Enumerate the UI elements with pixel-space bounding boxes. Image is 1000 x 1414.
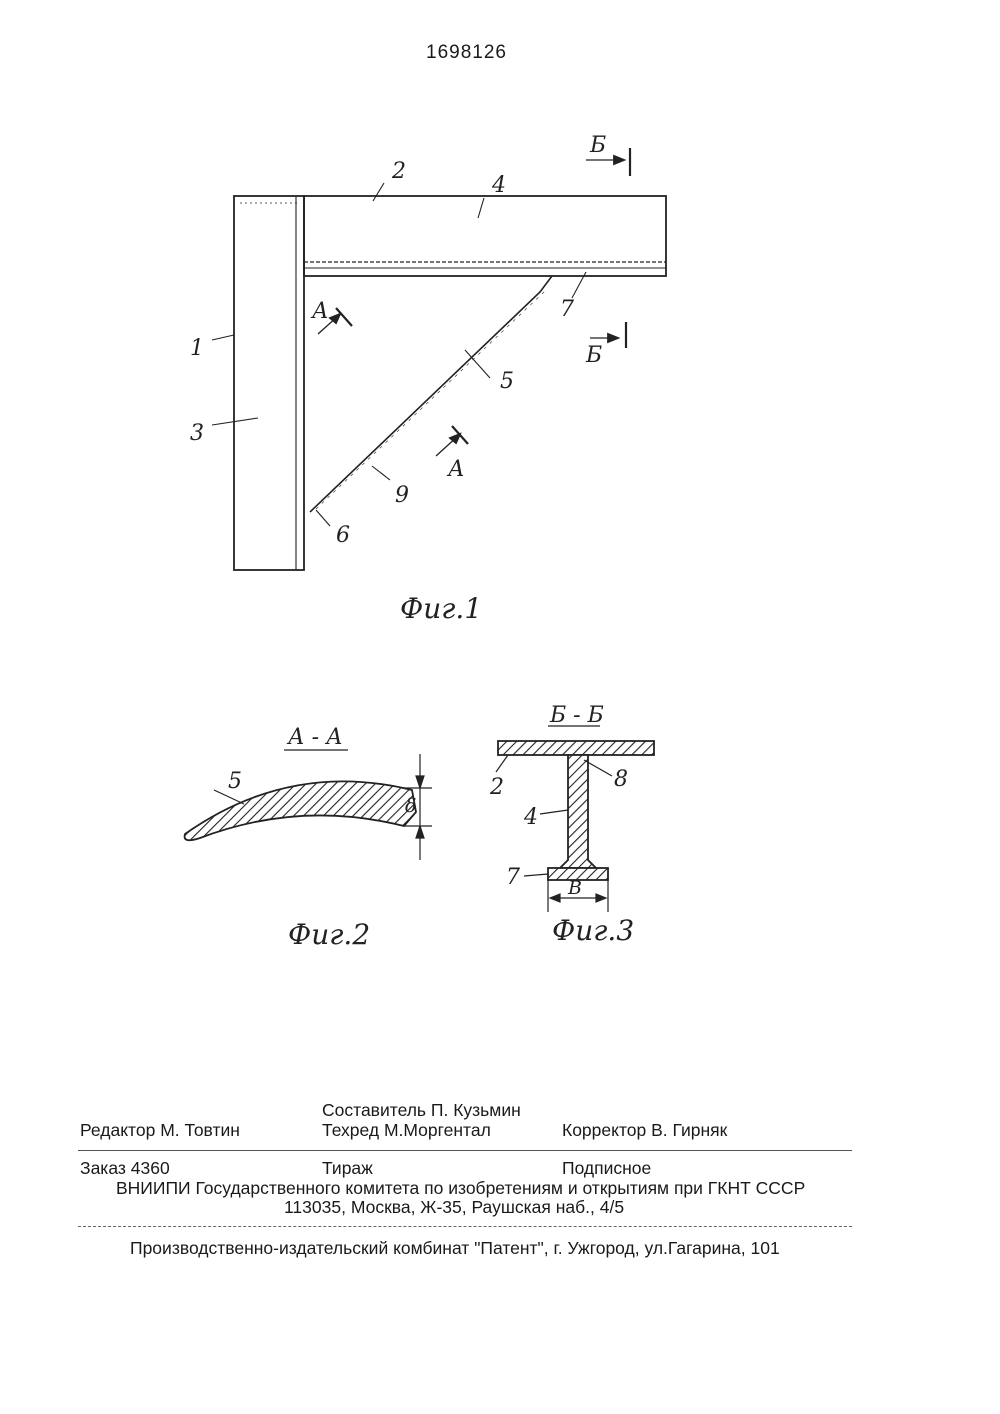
fig3-callout-4: 4: [524, 805, 538, 830]
web: [560, 755, 596, 868]
imprint-divider-top: [78, 1150, 852, 1151]
imprint-compiler: Составитель П. Кузьмин: [322, 1100, 521, 1120]
section-mark-a-upper: А: [312, 299, 329, 324]
callout-3: 3: [190, 421, 204, 446]
imprint-corrector: Корректор В. Гирняк: [562, 1120, 728, 1140]
fig2-callout-5: 5: [228, 769, 242, 794]
diagonal-brace: [310, 276, 552, 512]
figure-1-labels: [190, 133, 606, 625]
imprint-subscription: Подписное: [562, 1158, 652, 1178]
imprint-printer: Производственно-издательский комбинат "Патент", г. Ужгород, ул.Гагарина, 101: [130, 1238, 780, 1258]
fig3-callout-8: 8: [614, 767, 628, 792]
fig3-callout-2: 2: [490, 775, 504, 800]
section-mark-b-lower: Б: [586, 343, 603, 368]
top-flange: [498, 741, 654, 755]
imprint-techred: Техред М.Моргентал: [322, 1120, 491, 1140]
callout-6: 6: [336, 523, 350, 548]
imprint-editor: Редактор М. Товтин: [80, 1120, 240, 1140]
figure-1-caption: Фиг.1: [400, 592, 483, 625]
fig3-dimension: В: [568, 877, 582, 899]
fig2-dimension: δ: [405, 795, 417, 817]
figure-3: [489, 703, 654, 947]
figure-2-caption: Фиг.2: [288, 918, 371, 951]
imprint-order: Заказ 4360: [80, 1158, 170, 1178]
fig3-callout-7: 7: [506, 865, 520, 890]
callout-2: 2: [392, 159, 406, 184]
figure-3-caption: Фиг.3: [552, 914, 635, 947]
imprint-divider-bottom: [78, 1226, 852, 1227]
patent-number: 1698126: [426, 42, 507, 63]
section-mark-b-upper: Б: [590, 133, 607, 158]
fig3-section-title: Б - Б: [550, 703, 604, 728]
horizontal-member: [304, 196, 666, 276]
fig2-section-title: А - А: [288, 725, 343, 750]
imprint-address: 113035, Москва, Ж-35, Раушская наб., 4/5: [284, 1197, 625, 1217]
imprint-vniipi: ВНИИПИ Государственного комитета по изобретениям и открытиям при ГКНТ СССР: [116, 1178, 806, 1198]
callout-1: 1: [190, 336, 204, 361]
imprint-circulation: Тираж: [322, 1158, 373, 1178]
callout-7: 7: [560, 297, 574, 322]
vertical-member: [234, 196, 304, 570]
callout-5: 5: [500, 369, 514, 394]
callout-4: 4: [492, 173, 506, 198]
section-mark-a-lower: А: [448, 457, 465, 482]
brace-cross-section: [185, 781, 416, 840]
callout-9: 9: [395, 483, 409, 508]
figure-2: [185, 725, 432, 951]
